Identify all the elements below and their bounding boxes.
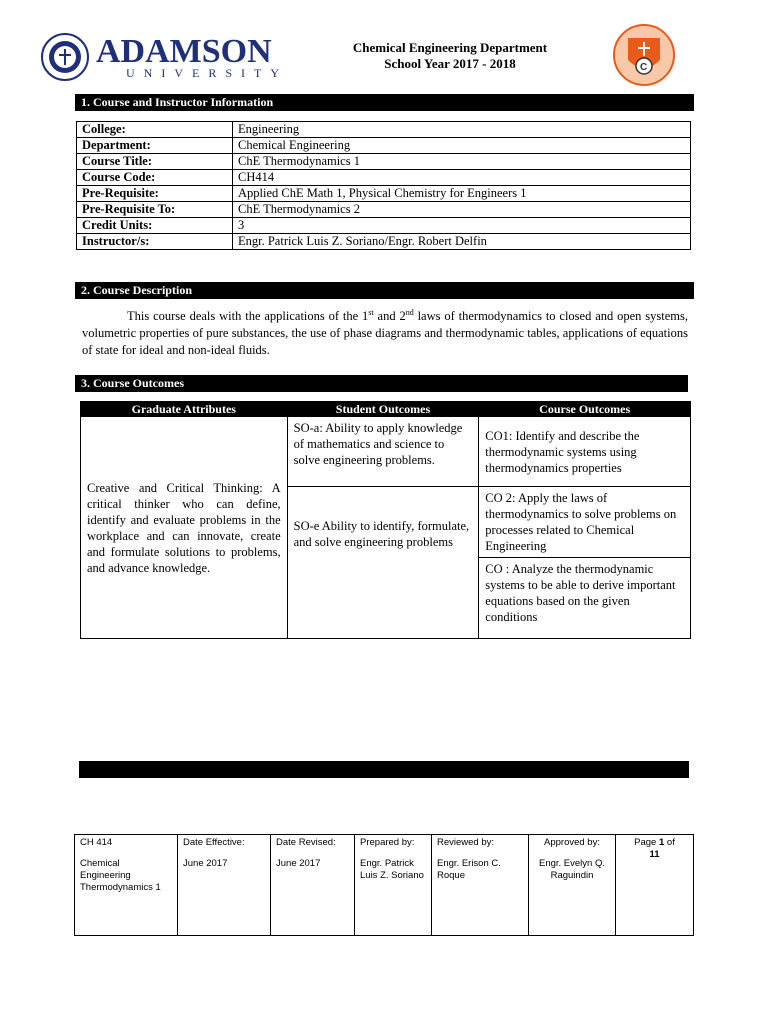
section-course-outcomes-header: 3. Course Outcomes — [75, 375, 688, 392]
table-row: Pre-Requisite To: ChE Thermodynamics 2 — [77, 202, 691, 218]
adamson-university-logo — [40, 32, 300, 82]
university-sub: UNIVERSITY — [126, 66, 288, 80]
table-row: Instructor/s: Engr. Patrick Luis Z. Soriano/Engr. Robert Delfin — [77, 234, 691, 250]
course-outcome: CO 2: Apply the laws of thermodynamics to solve problems on processes related to Chemical Engineering — [479, 487, 691, 558]
table-row: Course Code: CH414 — [77, 170, 691, 186]
school-year: School Year 2017 - 2018 — [384, 56, 516, 71]
graduate-attribute: Creative and Critical Thinking: A critical thinker who can define, identify and evaluate problems in the workplace and can innovate, create and formulate solutions to problems, and advance knowledge. — [81, 417, 288, 639]
student-outcome: SO-e Ability to identify, formulate, and solve engineering problems — [287, 487, 479, 639]
footer-approved-by: Approved by: Engr. Evelyn Q. Raguindin — [529, 835, 616, 936]
student-outcome: SO-a: Ability to apply knowledge of mathematics and science to solve engineering problems. — [287, 417, 479, 487]
footer-course-code: CH 414 Chemical Engineering Thermodynamics 1 — [75, 835, 178, 936]
course-description: This course deals with the applications of the 1st and 2nd laws of thermodynamics to closed and open systems, volumetric properties of pure substances, the use of phase diagrams and thermodynamic tables, applications of equations of state for ideal and non-ideal fluids. — [82, 307, 689, 357]
department-title: Chemical Engineering Department — [352, 40, 548, 55]
footer-date-effective: Date Effective: June 2017 — [178, 835, 271, 936]
document-header — [300, 40, 600, 72]
table-row: Credit Units: 3 — [77, 218, 691, 234]
course-outcomes-table — [80, 401, 691, 639]
column-header: Student Outcomes — [287, 402, 479, 417]
section-divider-bar — [79, 761, 689, 778]
footer-date-revised: Date Revised: June 2017 — [271, 835, 355, 936]
footer-prepared-by: Prepared by: Engr. Patrick Luis Z. Soriano — [355, 835, 432, 936]
table-row: College: Engineering — [77, 122, 691, 138]
course-outcome: CO : Analyze the thermodynamic systems to be able to derive important equations based on the given conditions — [479, 558, 691, 639]
footer-reviewed-by: Reviewed by: Engr. Erison C. Roque — [432, 835, 529, 936]
engineering-emblem-logo — [598, 24, 690, 86]
column-header: Course Outcomes — [479, 402, 691, 417]
table-row: Course Title: ChE Thermodynamics 1 — [77, 154, 691, 170]
document-footer-table — [74, 834, 694, 936]
table-row: Department: Chemical Engineering — [77, 138, 691, 154]
course-info-table — [76, 121, 691, 250]
footer-page-number: Page 1 of 11 — [616, 835, 694, 936]
svg-text:C: C — [640, 62, 648, 73]
section-course-info-header: 1. Course and Instructor Information — [75, 94, 694, 111]
section-course-description-header: 2. Course Description — [75, 282, 694, 299]
course-outcome: CO1: Identify and describe the thermodynamic systems using thermodynamics properties — [479, 417, 691, 487]
table-row: Pre-Requisite: Applied ChE Math 1, Physical Chemistry for Engineers 1 — [77, 186, 691, 202]
university-name: ADAMSON — [96, 33, 272, 70]
column-header: Graduate Attributes — [81, 402, 288, 417]
